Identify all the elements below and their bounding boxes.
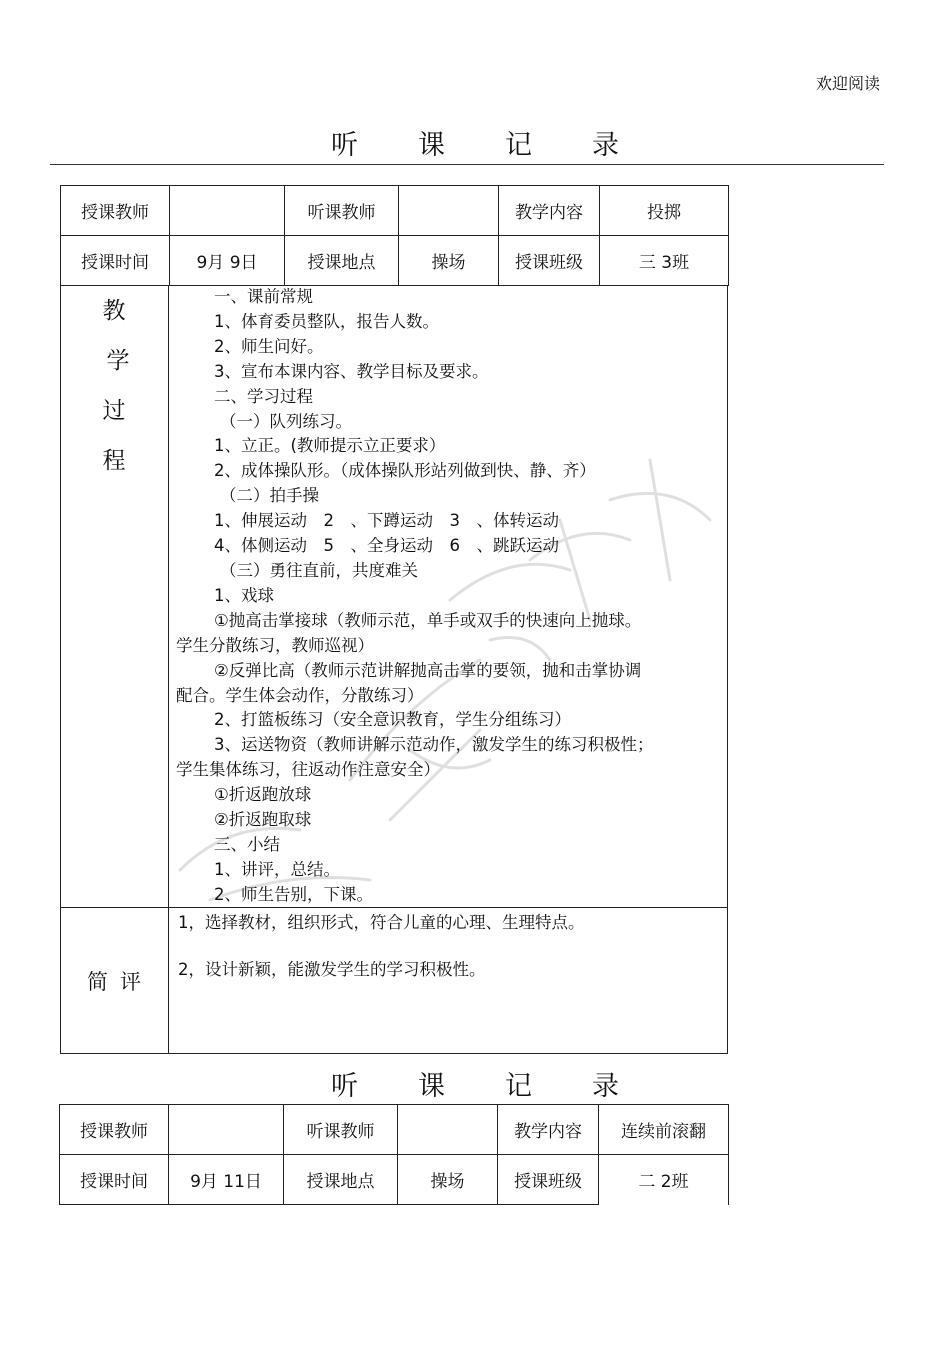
process-line: 学生集体练习，往返动作注意安全） [176, 760, 440, 780]
observer-value [398, 1105, 498, 1155]
class-label: 授课班级 [498, 1155, 599, 1205]
process-label-char: 学 [106, 348, 130, 374]
time-value: 9月 11日 [169, 1155, 284, 1205]
process-line: ①抛高击掌接球（教师示范，单手或双手的快速向上抛球。 [214, 610, 642, 630]
process-line: 3、运送物资（教师讲解示范动作，激发学生的练习积极性； [214, 735, 654, 755]
review-line: 2，设计新颖，能激发学生的学习积极性。 [178, 960, 486, 979]
class-value: 二 2班 [599, 1155, 729, 1205]
teacher-label: 授课教师 [61, 186, 170, 236]
process-line: 一、课前常规 [214, 287, 313, 306]
title-char: 记 [505, 130, 532, 161]
content-label: 教学内容 [498, 1105, 599, 1155]
process-line: ②折返跑取球 [214, 810, 312, 830]
content-value: 投掷 [600, 186, 729, 236]
process-line: （二）拍手操 [220, 486, 319, 506]
process-line: 1、讲评，总结。 [214, 859, 340, 879]
title-char: 听 [331, 1071, 358, 1102]
record1-info-table [60, 185, 729, 286]
record2-info-table [59, 1104, 729, 1205]
title-char: 课 [418, 130, 445, 161]
process-line: 1、戏球 [214, 585, 274, 605]
process-line: ①折返跑放球 [214, 785, 312, 805]
process-line: 1、伸展运动 2 、下蹲运动 3 、体转运动 [214, 511, 559, 531]
process-line: 二、学习过程 [214, 386, 313, 406]
title-char: 课 [418, 1071, 445, 1102]
place-value: 操场 [398, 1155, 498, 1205]
process-line: 2、师生告别，下课。 [214, 884, 373, 904]
title-char: 记 [505, 1071, 532, 1102]
process-line: 4、体侧运动 5 、全身运动 6 、跳跃运动 [214, 536, 559, 556]
title-rule [50, 164, 884, 165]
header-note: 欢迎阅读 [815, 74, 880, 93]
place-label: 授课地点 [285, 236, 399, 286]
process-line: 学生分散练习，教师巡视） [176, 635, 374, 655]
time-value: 9月 9日 [170, 236, 285, 286]
observer-label: 听课教师 [285, 186, 399, 236]
teacher-label: 授课教师 [60, 1105, 169, 1155]
process-label [60, 288, 168, 488]
record2-title [0, 1064, 950, 1103]
title-char: 录 [592, 1071, 619, 1102]
time-label: 授课时间 [61, 236, 170, 286]
observer-value [399, 186, 499, 236]
observer-label: 听课教师 [284, 1105, 398, 1155]
teacher-value [169, 1105, 284, 1155]
process-line: 2、师生问好。 [214, 336, 324, 356]
process-line: 1、体育委员整队，报告人数。 [214, 311, 439, 331]
review-label: 简评 [87, 970, 153, 994]
process-label-char: 过 [102, 398, 126, 424]
teacher-value [170, 186, 285, 236]
place-label: 授课地点 [284, 1155, 398, 1205]
review-content [178, 911, 718, 981]
process-line: ②反弹比高（教师示范讲解抛高击掌的要领，抛和击掌协调 [214, 660, 642, 680]
place-value: 操场 [399, 236, 499, 286]
title-char: 听 [331, 130, 358, 161]
record1-title [0, 123, 950, 162]
class-label: 授课班级 [499, 236, 600, 286]
column-divider [168, 285, 169, 1054]
class-value: 三 3班 [600, 236, 729, 286]
process-line: 2、成体操队形。（成体操队形站列做到快、静、齐） [214, 461, 596, 481]
process-content [176, 285, 724, 908]
review-line: 1，选择教材，组织形式，符合儿童的心理、生理特点。 [178, 913, 585, 932]
content-label: 教学内容 [499, 186, 600, 236]
process-line: （一）队列练习。 [220, 411, 352, 431]
process-line: 配合。学生体会动作，分散练习） [176, 685, 424, 705]
process-label-char: 教 [102, 298, 126, 324]
process-line: （三）勇往直前，共度难关 [220, 560, 418, 580]
content-value: 连续前滚翻 [599, 1105, 729, 1155]
process-line: 2、打篮板练习（安全意识教育，学生分组练习） [214, 710, 571, 730]
process-line: 3、宣布本课内容、教学目标及要求。 [214, 361, 489, 381]
process-label-char: 程 [102, 448, 126, 474]
title-char: 录 [592, 130, 619, 161]
process-line: 1、立正。(教师提示立正要求） [214, 436, 446, 456]
process-line: 三、小结 [214, 834, 280, 854]
time-label: 授课时间 [60, 1155, 169, 1205]
